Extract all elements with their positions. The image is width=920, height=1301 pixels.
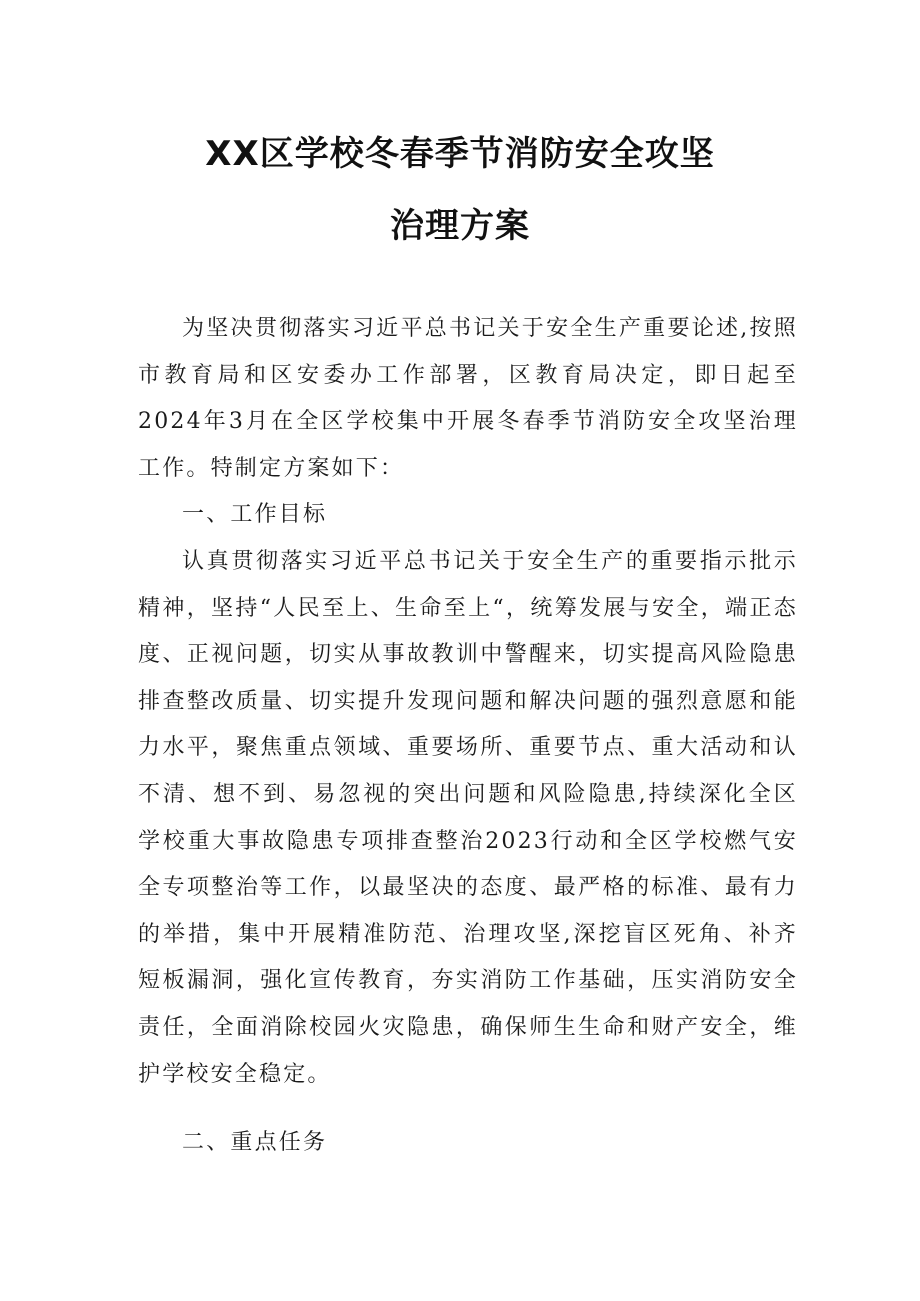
document-body [138, 306, 798, 1167]
intro-paragraph: 为坚决贯彻落实习近平总书记关于安全生产重要论述,按照市教育局和区安委办工作部署，区教育局决定，即日起至2024年3月在全区学校集中开展冬春季节消防安全攻坚治理工作。特制定方案如下： [138, 316, 798, 481]
document-title-line-1: XX区学校冬春季节消防安全攻坚 [205, 134, 715, 174]
section-2-heading: 二、重点任务 [182, 1130, 328, 1156]
section-1-paragraph: 认真贯彻落实习近平总书记关于安全生产的重要指示批示精神，坚持“人民至上、生命至上“，统筹发展与安全，端正态度、正视问题，切实从事故教训中警醒来，切实提高风险隐患排查整改质量、切实提升发现问题和解决问题的强烈意愿和能力水平，聚焦重点领域、重要场所、重要节点、重大活动和认不清、想不到、易忽视的突出问题和风险隐患,持续深化全区学校重大事故隐患专项排查整治2023行动和全区学校燃气安全专项整治等工作，以最坚决的态度、最严格的标准、最有力的举措，集中开展精准防范、治理攻坚,深挖盲区死角、补齐短板漏洞，强化宣传教育，夯实消防工作基础，压实消防安全责任，全面消除校园火灾隐患，确保师生生命和财产安全，维护学校安全稳定。 [138, 548, 798, 1087]
document-title-line-2: 治理方案 [390, 206, 530, 246]
section-1-heading: 一、工作目标 [182, 502, 328, 528]
